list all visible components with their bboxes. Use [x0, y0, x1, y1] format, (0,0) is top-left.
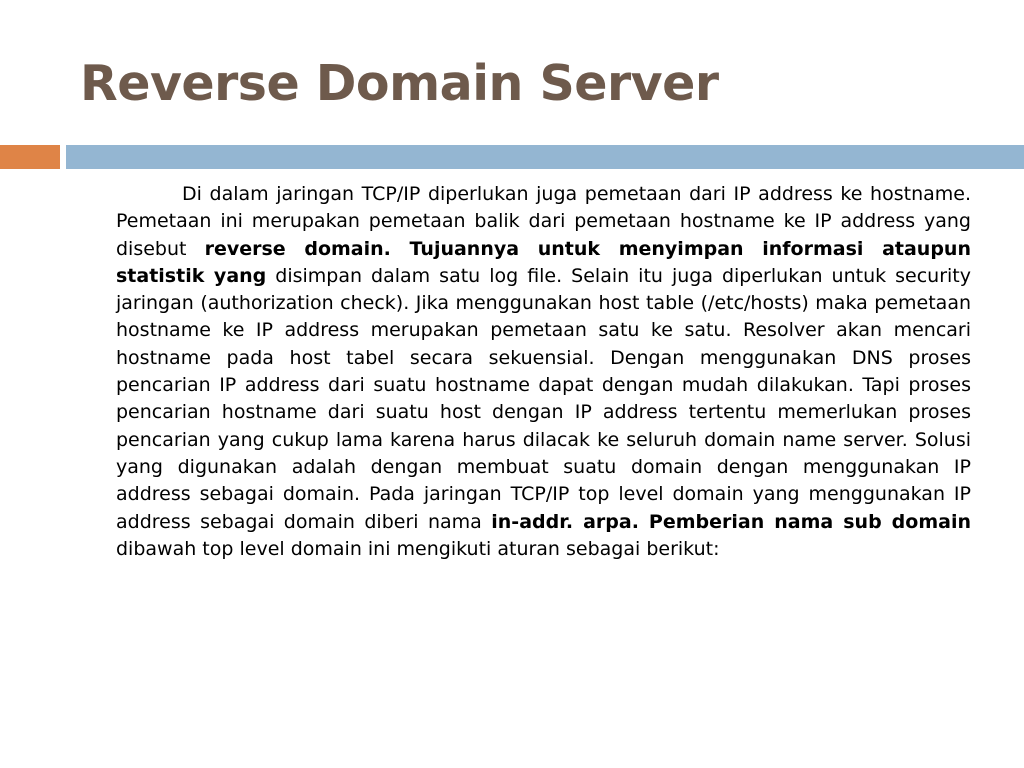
accent-bar-orange: [0, 145, 60, 169]
body-paragraph: [116, 181, 971, 563]
accent-bar-blue: [66, 145, 1024, 169]
body-bold-2: in-addr. arpa. Pemberian nama sub domain: [491, 510, 971, 533]
body-text-3: dibawah top level domain ini mengikuti aturan sebagai berikut:: [116, 537, 720, 560]
body-text-2: disimpan dalam satu log file. Selain itu juga diperlukan untuk security jaringan (authorization check). Jika menggunakan host table (/etc/hosts) maka pemetaan hostname ke IP address merupakan pemetaan satu ke satu. Resolver akan mencari hostname pada host tabel secara sekuensial. Dengan menggunakan DNS proses pencarian IP address dari suatu hostname dapat dengan mudah dilakukan. Tapi proses pencarian hostname dari suatu host dengan IP address tertentu memerlukan proses pencarian yang cukup lama karena harus dilacak ke seluruh domain name server. Solusi yang digunakan adalah dengan membuat suatu domain dengan menggunakan IP address sebagai domain. Pada jaringan TCP/IP top level domain yang menggunakan IP address sebagai domain diberi nama: [116, 264, 971, 533]
slide-title: Reverse Domain Server: [80, 55, 719, 112]
body-text-1: Di dalam jaringan TCP/IP diperlukan juga pemetaan dari IP address ke hostname. Pemetaan ini merupakan pemetaan balik dari pemetaan hostname ke IP address yang disebut: [116, 183, 971, 260]
body-bold-1: reverse domain. Tujuannya untuk menyimpan informasi ataupun statistik yang: [116, 237, 971, 287]
